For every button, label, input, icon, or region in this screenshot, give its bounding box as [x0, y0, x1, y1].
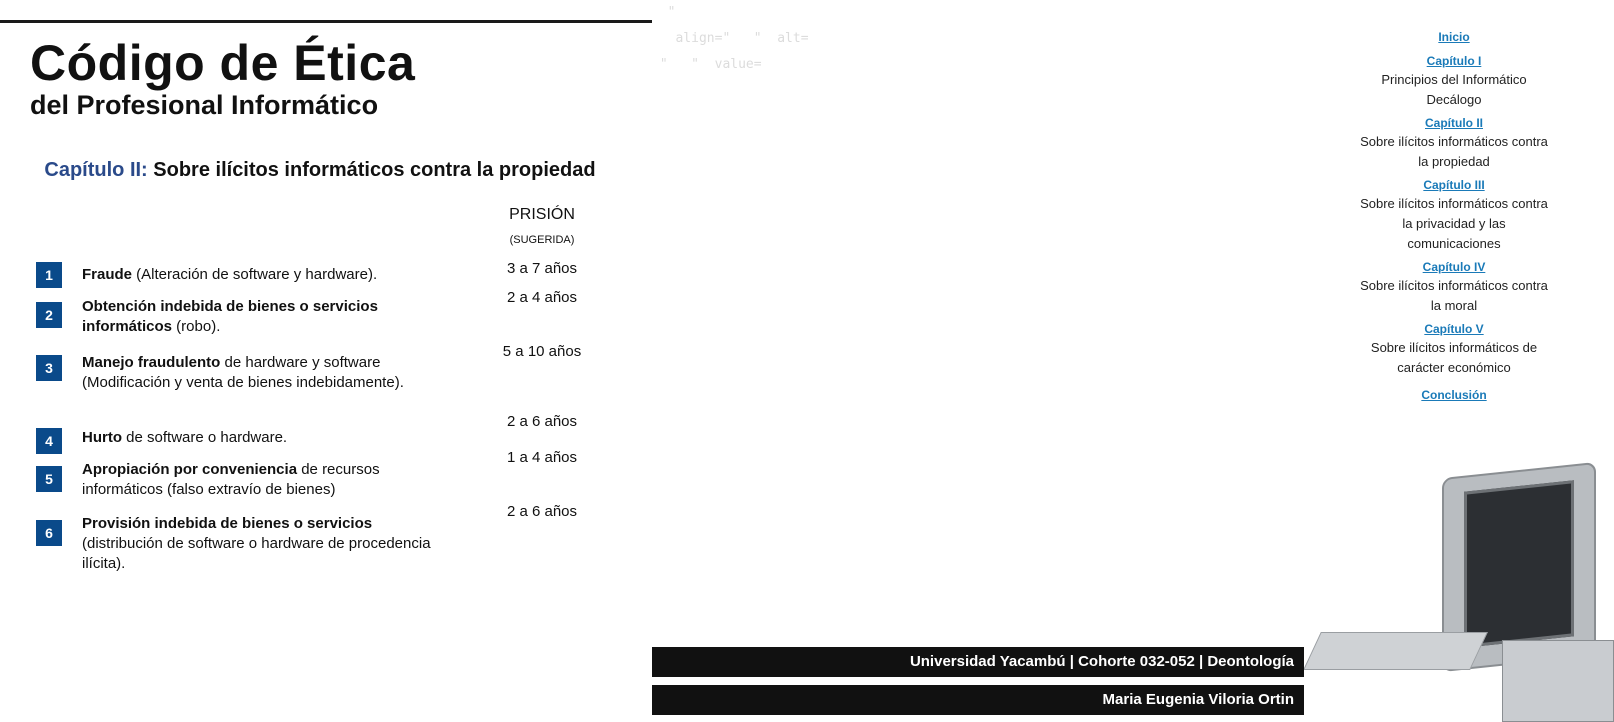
item-years: 2 a 6 años [506, 503, 578, 520]
nav-link-capitulo-2[interactable]: Capítulo II [1425, 116, 1483, 130]
item-bold: Fraude [82, 266, 133, 283]
prison-subheading: (SUGERIDA) [509, 234, 575, 246]
nav-desc-capitulo-4: Sobre ilícitos informáticos contra la moral [1360, 278, 1548, 313]
item-number-badge: 3 [36, 355, 62, 381]
item-years: 5 a 10 años [502, 343, 582, 360]
chapter-lead: Capítulo II: [44, 159, 148, 181]
nav-desc-capitulo-2: Sobre ilícitos informáticos contra la propiedad [1360, 134, 1548, 169]
footer-institution-bar [652, 647, 1304, 677]
nav-link-capitulo-1[interactable]: Capítulo I [1426, 54, 1482, 68]
item-number-badge: 5 [36, 466, 62, 492]
list-item [82, 353, 457, 393]
item-rest: (distribución de software o hardware de procedencia ilícita). [82, 535, 431, 572]
item-bold: Apropiación por conveniencia [82, 461, 298, 478]
item-number-badge: 6 [36, 520, 62, 546]
footer-author-bar [652, 685, 1304, 715]
page-title: Código de Ética [30, 35, 416, 91]
nav-link-capitulo-5[interactable]: Capítulo V [1424, 322, 1484, 336]
chapter-heading [30, 156, 610, 185]
list-item [82, 265, 457, 285]
item-number-badge: 1 [36, 262, 62, 288]
list-item [82, 460, 457, 500]
list-item [82, 514, 457, 574]
list-item [82, 428, 457, 448]
item-rest: (robo). [172, 318, 221, 335]
chapter-text: Sobre ilícitos informáticos contra la propiedad [153, 159, 596, 181]
page-subtitle: del Profesional Informático [30, 90, 379, 120]
item-number-badge: 4 [36, 428, 62, 454]
item-rest: de hardware y software (Modificación y venta de bienes indebidamente). [82, 354, 404, 391]
list-item [82, 297, 457, 337]
item-bold: Hurto [82, 429, 122, 446]
nav-desc-capitulo-5: Sobre ilícitos informáticos de carácter económico [1370, 340, 1538, 375]
nav-link-capitulo-4[interactable]: Capítulo IV [1422, 260, 1486, 274]
decorative-code-panel [652, 0, 1548, 720]
cpu-tower-illustration [1502, 640, 1614, 722]
keyboard-illustration [1303, 632, 1488, 670]
monitor-screen [1464, 480, 1574, 648]
footer-institution-text: Universidad Yacambú | Cohorte 032-052 | Deontología [909, 653, 1294, 670]
nav-desc-capitulo-1b: Decálogo [1426, 92, 1482, 107]
nav-desc-capitulo-1a: Principios del Informático [1381, 72, 1527, 87]
item-rest: de recursos informáticos (falso extravío de bienes) [82, 461, 380, 498]
nav-link-capitulo-3[interactable]: Capítulo III [1423, 178, 1485, 192]
chapter-navigation [1304, 30, 1604, 402]
item-number-badge: 2 [36, 302, 62, 328]
item-rest: de software o hardware. [122, 429, 288, 446]
item-bold: Provisión indebida de bienes o servicios [82, 515, 373, 532]
item-years: 2 a 4 años [506, 289, 578, 306]
item-years: 3 a 7 años [506, 260, 578, 277]
background-code-texture: " align=" " alt= " " value= [652, 5, 809, 72]
nav-link-inicio[interactable]: Inicio [1438, 30, 1470, 44]
top-rule [0, 0, 652, 23]
prison-header [462, 206, 622, 246]
footer-author-text: Maria Eugenia Viloria Ortin [1102, 691, 1294, 708]
nav-link-conclusion[interactable]: Conclusión [1421, 388, 1487, 402]
item-bold: Manejo fraudulento [82, 354, 221, 371]
item-rest: (Alteración de software y hardware). [132, 266, 378, 283]
prison-heading: PRISIÓN [509, 206, 575, 223]
item-years: 2 a 6 años [506, 413, 578, 430]
item-bold: Obtención indebida de bienes o servicios informáticos [82, 298, 378, 335]
item-years: 1 a 4 años [506, 449, 578, 466]
nav-desc-capitulo-3: Sobre ilícitos informáticos contra la privacidad y las comunicaciones [1360, 196, 1548, 251]
